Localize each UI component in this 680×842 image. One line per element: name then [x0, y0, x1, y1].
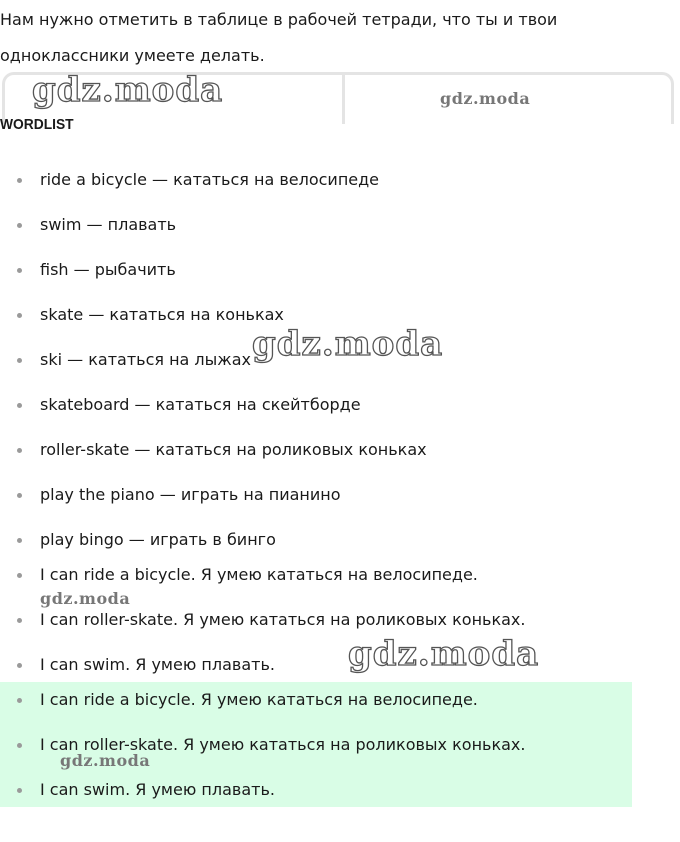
- list-item: I can roller-skate. Я умею кататься на роликовых коньках.: [0, 605, 670, 635]
- list-item: swim — плавать: [0, 210, 670, 240]
- list-item: fish — рыбачить: [0, 255, 670, 285]
- bullet-icon: [17, 223, 22, 228]
- list-item: I can ride a bicycle. Я умею кататься на велосипеде.: [0, 685, 670, 715]
- list-item: play bingo — играть в бинго: [0, 525, 670, 555]
- intro-text: Нам нужно отметить в таблице в рабочей тетради, что ты и твои одноклассники умеете делать.: [0, 10, 558, 65]
- bullet-icon: [17, 663, 22, 668]
- watermark-logo: gdz.moda: [440, 89, 531, 108]
- list-item: skate — кататься на коньках: [0, 300, 670, 330]
- list-item: I can swim. Я умею плавать.: [0, 775, 670, 805]
- bullet-icon: [17, 178, 22, 183]
- bullet-icon: [17, 788, 22, 793]
- watermark-logo: gdz.moda: [32, 70, 224, 110]
- list-item: roller-skate — кататься на роликовых коньках: [0, 435, 670, 465]
- watermark-logo: gdz.moda: [60, 751, 151, 770]
- bullet-icon: [17, 538, 22, 543]
- list-item: skateboard — кататься на скейтборде: [0, 390, 670, 420]
- list-item: I can swim. Я умею плавать.: [0, 650, 670, 680]
- bullet-icon: [17, 448, 22, 453]
- bullet-icon: [17, 698, 22, 703]
- list-item: ride a bicycle — кататься на велосипеде: [0, 165, 670, 195]
- bullet-icon: [17, 743, 22, 748]
- list-item: I can roller-skate. Я умею кататься на роликовых коньках.: [0, 730, 670, 760]
- watermark-logo: gdz.moda: [40, 589, 131, 608]
- bullet-icon: [17, 573, 22, 578]
- table-divider: [342, 75, 345, 124]
- bullet-icon: [17, 493, 22, 498]
- wordlist-heading: WORDLIST: [0, 116, 74, 133]
- bullet-icon: [17, 403, 22, 408]
- bullet-icon: [17, 268, 22, 273]
- list-item: I can ride a bicycle. Я умею кататься на велосипеде.: [0, 560, 670, 590]
- bullet-icon: [17, 313, 22, 318]
- bullet-icon: [17, 358, 22, 363]
- bullet-icon: [17, 618, 22, 623]
- list-item: ski — кататься на лыжах: [0, 345, 670, 375]
- list-item: play the piano — играть на пианино: [0, 480, 670, 510]
- watermark-logo: gdz.moda: [252, 324, 444, 364]
- watermark-logo: gdz.moda: [348, 634, 540, 674]
